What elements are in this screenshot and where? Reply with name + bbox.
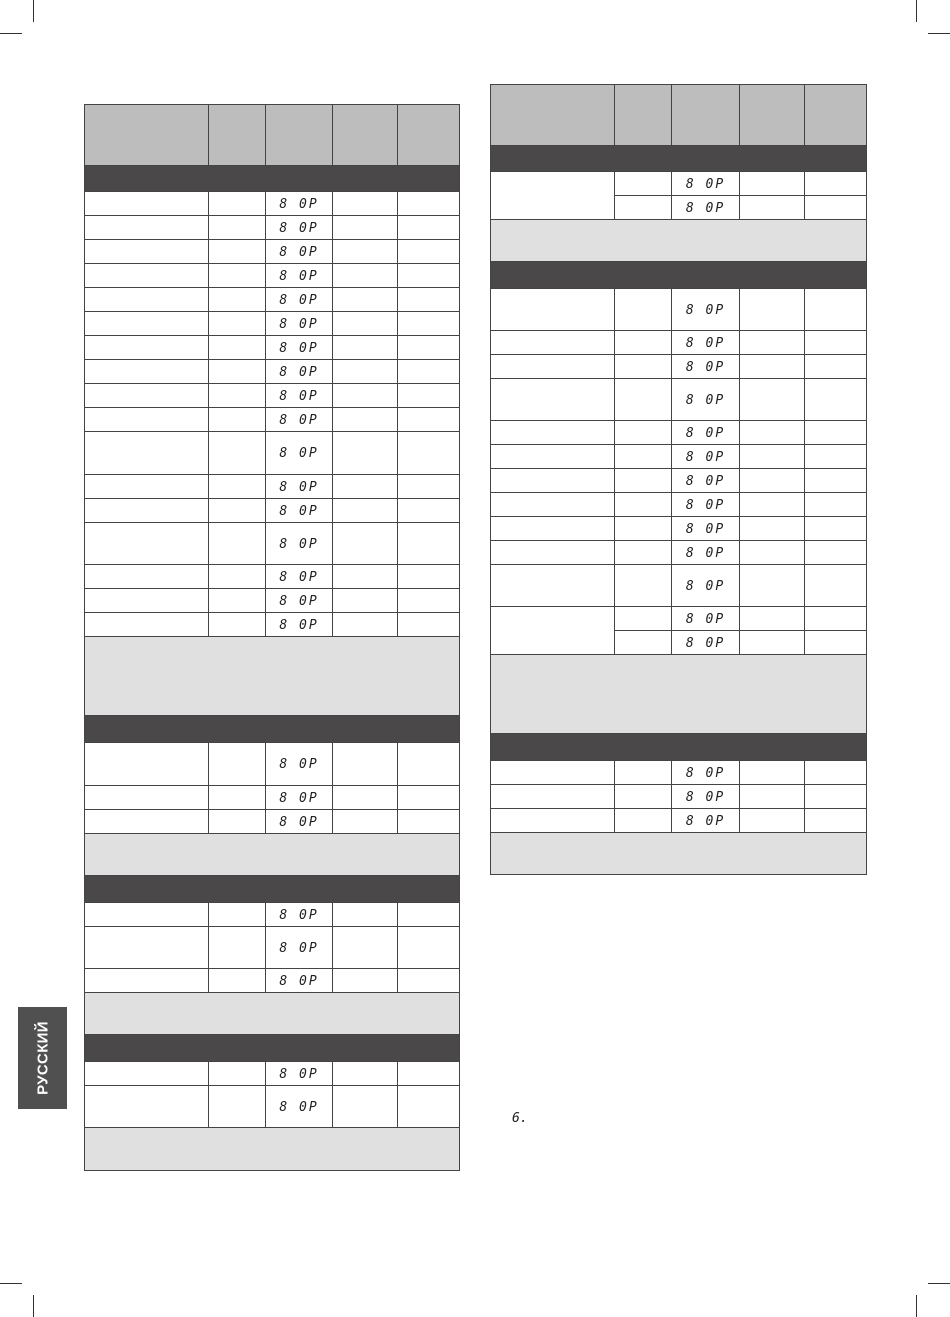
table-row: [85, 1062, 460, 1086]
table-row: [85, 523, 460, 565]
section-header-row: [85, 166, 460, 192]
crop-mark: [33, 1295, 34, 1317]
crop-mark: [0, 1283, 22, 1284]
section-header-row: [491, 734, 867, 761]
display-value: 8 0P: [279, 1066, 319, 1082]
page-number: 6.: [512, 1111, 528, 1126]
table-row: [85, 288, 460, 312]
display-value: 8 0P: [279, 790, 319, 806]
display-value: 8 0P: [279, 593, 319, 609]
table-header-row: [85, 105, 460, 166]
crop-mark: [928, 1283, 950, 1284]
display-value: 8 0P: [279, 973, 319, 989]
table-row: [85, 216, 460, 240]
table-row: [85, 589, 460, 613]
display-value: 8 0P: [279, 220, 319, 236]
language-tab: [18, 1007, 67, 1109]
display-value: 8 0P: [279, 244, 319, 260]
table-row: [85, 743, 460, 786]
display-value: 8 0P: [279, 814, 319, 830]
display-value: 8 0P: [685, 635, 726, 651]
crop-mark: [33, 0, 34, 22]
table-row: [491, 785, 867, 809]
table-row: [85, 969, 460, 993]
table-row: [85, 336, 460, 360]
display-value: 8 0P: [685, 449, 726, 465]
table-header-row: [491, 85, 867, 146]
table-row: [85, 432, 460, 475]
table-row: [491, 565, 867, 607]
display-value: 8 0P: [685, 392, 726, 408]
table-row: [85, 475, 460, 499]
table-row: [85, 192, 460, 216]
table-row: [85, 408, 460, 432]
table-row: [491, 331, 867, 355]
display-value: 8 0P: [685, 611, 726, 627]
display-value: 8 0P: [685, 425, 726, 441]
table-row: [491, 541, 867, 565]
table-row: [85, 927, 460, 969]
table-row: [491, 445, 867, 469]
display-value: 8 0P: [685, 813, 726, 829]
display-value: 8 0P: [685, 473, 726, 489]
display-value: 8 0P: [279, 316, 319, 332]
note-row: [85, 993, 460, 1035]
display-value: 8 0P: [685, 335, 726, 351]
table-row: [85, 1086, 460, 1128]
table-row: [491, 607, 867, 631]
display-value: 8 0P: [685, 765, 726, 781]
display-value: 8 0P: [279, 340, 319, 356]
display-value: 8 0P: [279, 292, 319, 308]
note-row: [85, 1128, 460, 1171]
table-row: [85, 264, 460, 288]
table-row: [491, 289, 867, 331]
table-row: [85, 312, 460, 336]
display-value: 8 0P: [279, 940, 319, 956]
table-row: [85, 384, 460, 408]
display-value: 8 0P: [279, 503, 319, 519]
program-table-left: [84, 104, 460, 1171]
note-row: [491, 655, 867, 734]
display-value: 8 0P: [279, 1099, 319, 1115]
table-row: [491, 172, 867, 196]
table-row: [491, 355, 867, 379]
section-header-row: [85, 876, 460, 903]
section-header-row: [491, 146, 867, 172]
crop-mark: [0, 33, 22, 34]
program-table-right: [490, 84, 867, 875]
table-row: [85, 240, 460, 264]
display-value: 8 0P: [685, 521, 726, 537]
note-row: [85, 834, 460, 876]
table-row: [85, 810, 460, 834]
language-label: РУССКИЙ: [34, 1021, 51, 1095]
table-row: [85, 360, 460, 384]
table-row: [85, 565, 460, 589]
table-row: [491, 469, 867, 493]
section-header-row: [85, 716, 460, 743]
display-value: 8 0P: [685, 359, 726, 375]
table-row: [85, 613, 460, 637]
display-value: 8 0P: [279, 907, 319, 923]
table-row: [491, 421, 867, 445]
note-row: [491, 220, 867, 262]
table-row: [491, 379, 867, 421]
table-row: [491, 761, 867, 785]
display-value: 8 0P: [685, 302, 726, 318]
crop-mark: [916, 0, 917, 22]
display-value: 8 0P: [279, 196, 319, 212]
table-row: [491, 517, 867, 541]
table-row: [85, 903, 460, 927]
note-row: [85, 637, 460, 716]
display-value: 8 0P: [279, 757, 319, 772]
display-value: 8 0P: [279, 569, 319, 585]
display-value: 8 0P: [279, 536, 319, 552]
display-value: 8 0P: [685, 200, 726, 216]
display-value: 8 0P: [279, 617, 319, 633]
display-value: 8 0P: [685, 789, 726, 805]
display-value: 8 0P: [685, 176, 726, 192]
table-row: [85, 786, 460, 810]
table-row: [491, 493, 867, 517]
crop-mark: [916, 1295, 917, 1317]
display-value: 8 0P: [685, 497, 726, 513]
table-row: [85, 499, 460, 523]
display-value: 8 0P: [279, 479, 319, 495]
crop-mark: [928, 33, 950, 34]
section-header-row: [491, 262, 867, 289]
display-value: 8 0P: [279, 268, 319, 284]
note-row: [491, 833, 867, 875]
section-header-row: [85, 1035, 460, 1062]
display-value: 8 0P: [685, 578, 726, 594]
display-value: 8 0P: [279, 364, 319, 380]
display-value: 8 0P: [685, 545, 726, 561]
display-value: 8 0P: [279, 412, 319, 428]
table-row: [491, 809, 867, 833]
display-value: 8 0P: [279, 446, 319, 461]
display-value: 8 0P: [279, 388, 319, 404]
